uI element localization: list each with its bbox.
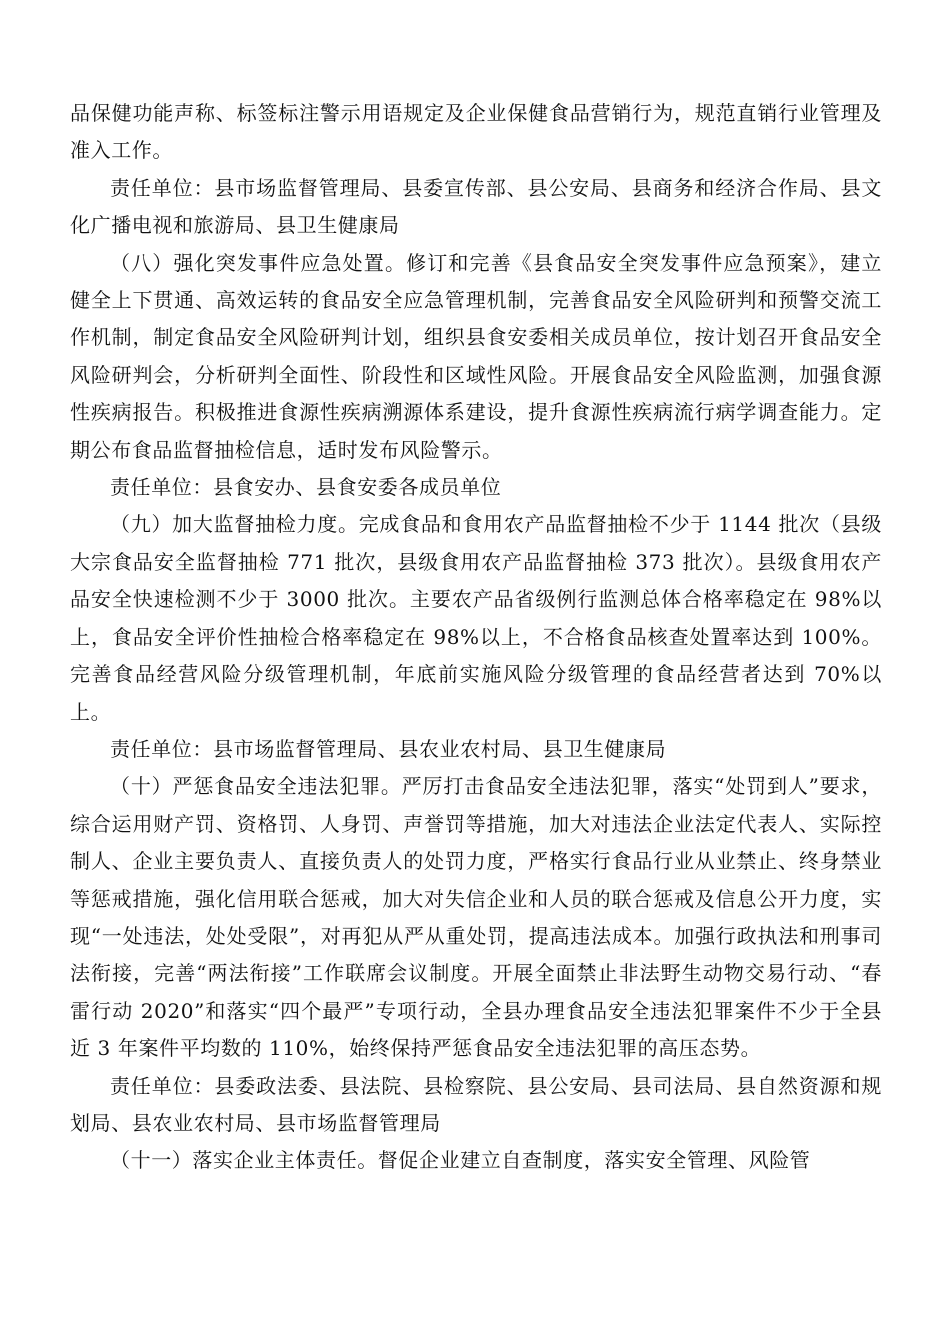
paragraph-section-11: （十一）落实企业主体责任。督促企业建立自查制度，落实安全管理、风险管	[110, 1148, 811, 1173]
paragraph-responsible-units-9: 责任单位：县市场监督管理局、县农业农村局、县卫生健康局	[110, 736, 667, 761]
paragraph-section-9: （九）加大监督抽检力度。完成食品和食用农产品监督抽检不少于 1144 批次（县级大宗食品安全监督抽检 771 批次，县级食用农产品监督抽检 373 批次）。县级食用农产品安全快速检测不少于 3000 批次。主要农产品省级例行监测总体合格率稳定在 98%以上，食品安全评价性抽检合格率稳定在 98%以上，不合格食品核查处置率达到 100%。完善食品经营风险分级管理机制，年底前实施风险分级管理的食品经营者达到 70%以上。	[70, 512, 882, 724]
document-body	[70, 95, 882, 1180]
paragraph-responsible-units-8: 责任单位：县食安办、县食安委各成员单位	[110, 475, 502, 500]
paragraph-section-8: （八）强化突发事件应急处置。修订和完善《县食品安全突发事件应急预案》，建立健全上下贯通、高效运转的食品安全应急管理机制，完善食品安全风险研判和预警交流工作机制，制定食品安全风险研判计划，组织县食安委相关成员单位，按计划召开食品安全风险研判会，分析研判全面性、阶段性和区域性风险。开展食品安全风险监测，加强食源性疾病报告。积极推进食源性疾病溯源体系建设，提升食源性疾病流行病学调查能力。定期公布食品监督抽检信息，适时发布风险警示。	[70, 250, 882, 462]
paragraph-responsible-units-7: 责任单位：县市场监督管理局、县委宣传部、县公安局、县商务和经济合作局、县文化广播电视和旅游局、县卫生健康局	[70, 175, 882, 238]
paragraph-section-10: （十）严惩食品安全违法犯罪。严厉打击食品安全违法犯罪，落实“处罚到人”要求，综合运用财产罚、资格罚、人身罚、声誉罚等措施，加大对违法企业法定代表人、实际控制人、企业主要负责人、直接负责人的处罚力度，严格实行食品行业从业禁止、终身禁业等惩戒措施，强化信用联合惩戒，加大对失信企业和人员的联合惩戒及信息公开力度，实现“一处违法，处处受限”，对再犯从严从重处罚，提高违法成本。加强行政执法和刑事司法衔接，完善“两法衔接”工作联席会议制度。开展全面禁止非法野生动物交易行动、“春雷行动 2020”和落实“四个最严”专项行动，全县办理食品安全违法犯罪案件不少于全县近 3 年案件平均数的 110%，始终保持严惩食品安全违法犯罪的高压态势。	[70, 774, 882, 1061]
paragraph-responsible-units-10: 责任单位：县委政法委、县法院、县检察院、县公安局、县司法局、县自然资源和规划局、县农业农村局、县市场监督管理局	[70, 1073, 882, 1135]
paragraph-continuation: 品保健功能声称、标签标注警示用语规定及企业保健食品营销行为，规范直销行业管理及准入工作。	[70, 101, 882, 163]
